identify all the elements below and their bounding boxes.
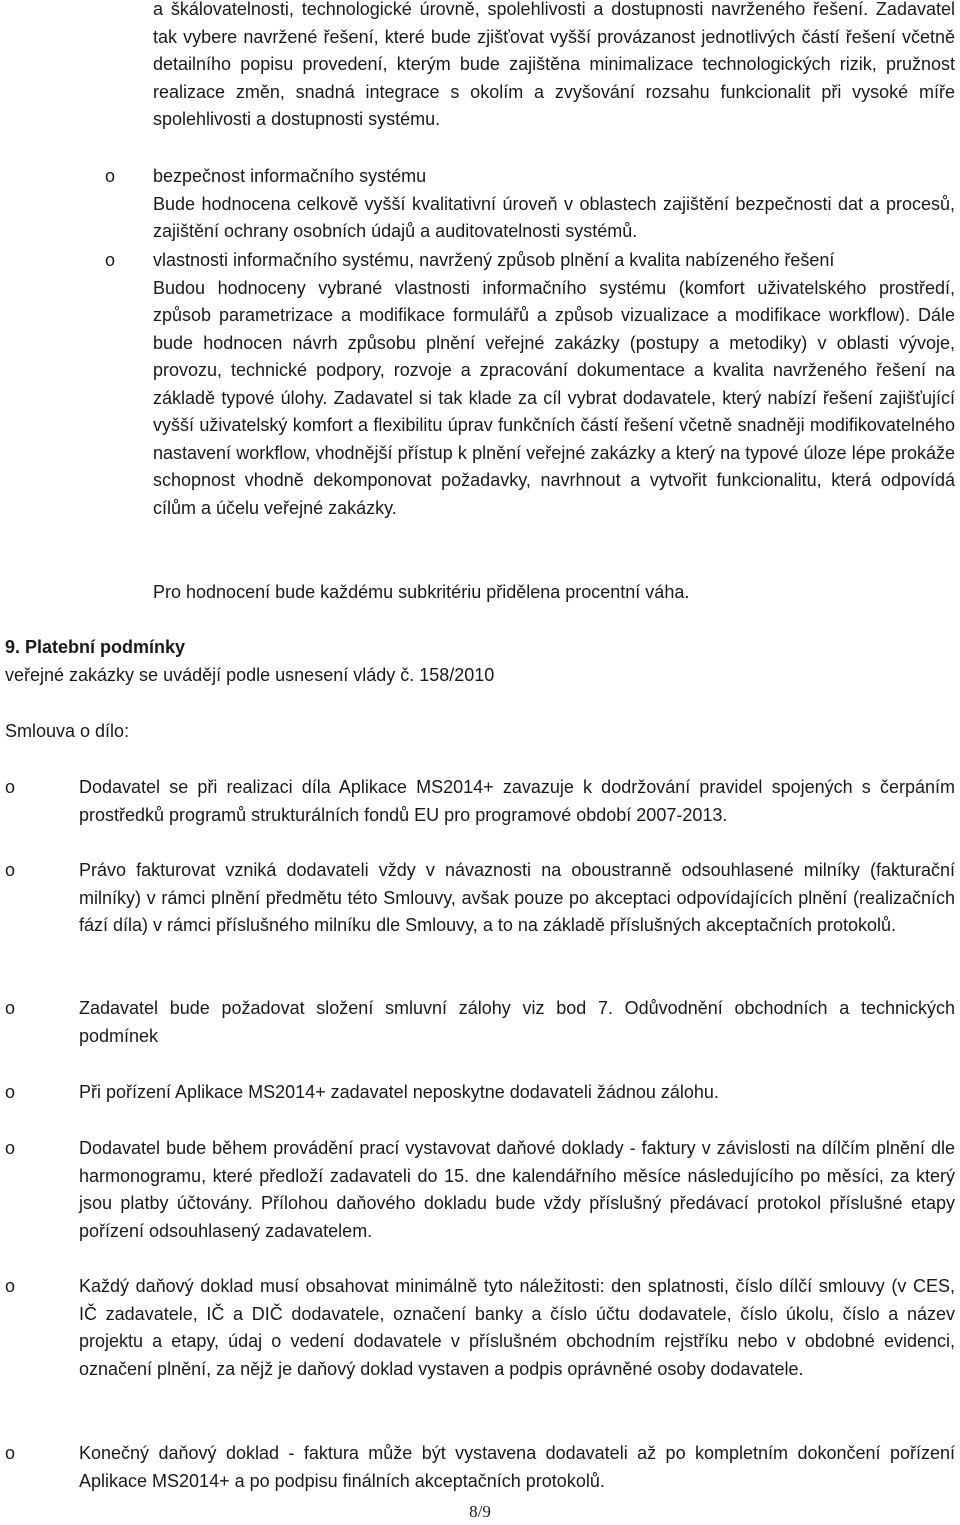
list-item-text: Dodavatel bude během provádění prací vystavovat daňové doklady - faktury v závislosti na dílčím plnění dle harmonogramu, které předloží zadavateli do 15. dne kalendářního měsíce následujícího po měsíci, za který jsou platby účtovány. Přílohou daňového dokladu bude vždy příslušný předávací protokol příslušné etapy pořízení odsouhlasený zadavatelem. [79, 1138, 955, 1241]
list-bullet: o [105, 250, 116, 270]
list-bullet: o [5, 1443, 16, 1463]
subcriterion-security [105, 163, 955, 246]
list-bullet: o [5, 1082, 16, 1102]
list-bullet: o [5, 1276, 16, 1296]
subcriterion-text: Bude hodnocena celkově vyšší kvalitativní úroveň v oblastech zajištění bezpečnosti dat a procesů, zajištění ochrany osobních údajů a auditovatelnosti systémů. [153, 193, 955, 241]
list-item-text: Dodavatel se při realizaci díla Aplikace MS2014+ zavazuje k dodržování pravidel spojených s čerpáním prostředků programů strukturálních fondů EU pro programové období 2007-2013. [79, 777, 955, 825]
list-item [5, 774, 955, 829]
section-heading: 9. Platební podmínky [5, 637, 186, 657]
list-item [5, 857, 955, 940]
subcriterion-title: vlastnosti informačního systému, navržený způsob plnění a kvalita nabízeného řešení [153, 250, 835, 270]
list-item [5, 1273, 955, 1383]
list-item-text: Zadavatel bude požadovat složení smluvní zálohy viz bod 7. Odůvodnění obchodních a technických podmínek [79, 998, 955, 1046]
list-bullet: o [5, 860, 16, 880]
subcriterion-properties [105, 247, 955, 522]
list-item [5, 1440, 955, 1495]
list-item [5, 995, 955, 1050]
list-bullet: o [5, 998, 16, 1018]
list-bullet: o [5, 1138, 16, 1158]
section-subtitle: veřejné zakázky se uvádějí podle usnesení vlády č. 158/2010 [5, 665, 495, 685]
list-bullet: o [5, 777, 16, 797]
subcriterion-title: bezpečnost informačního systému [153, 166, 427, 186]
list-item-text: Konečný daňový doklad - faktura může být vystavena dodavateli až po kompletním dokončení pořízení Aplikace MS2014+ a po podpisu finálních akceptačních protokolů. [79, 1443, 955, 1491]
list-item-text: Každý daňový doklad musí obsahovat minimálně tyto náležitosti: den splatnosti, číslo dílčí smlouvy (v CES, IČ zadavatele, IČ a DIČ dodavatele, označení banky a číslo účtu dodavatele, číslo úkolu, číslo a název projektu a etapy, údaj o vedení dodavatele v příslušném obchodním rejstříku nebo v obdobné evidenci, označení plnění, za nějž je daňový doklad vystaven a podpis oprávněné osoby dodavatele. [79, 1276, 955, 1379]
weight-note: Pro hodnocení bude každému subkritériu přidělena procentní váha. [153, 582, 690, 602]
list-item [5, 1079, 955, 1107]
list-item-text: Právo fakturovat vzniká dodavateli vždy v návaznosti na oboustranně odsouhlasené milníky (fakturační milníky) v rámci plnění předmětu této Smlouvy, avšak pouze po akceptaci odpovídajících plnění (realizačních fází díla) v rámci příslušného milníku dle Smlouvy, a to na základě příslušných akceptačních protokolů. [79, 860, 955, 935]
page-number: 8/9 [469, 1502, 491, 1521]
list-bullet: o [105, 166, 116, 186]
continuation-paragraph: a škálovatelnosti, technologické úrovně, spolehlivosti a dostupnosti navrženého řešení. Zadavatel tak vybere navržené řešení, které bude zjišťovat vyšší provázanost jednotlivých částí řešení včetně detailního popisu provedení, kterým bude zajištěna minimalizace technologických rizik, pružnost realizace změn, snadná integrace s okolím a zvyšování rozsahu funkcionalit při vysoké míře spolehlivosti a dostupnosti systému. [153, 0, 955, 129]
subcriterion-text: Budou hodnoceny vybrané vlastnosti informačního systému (komfort uživatelského prostředí, způsob parametrizace a modifikace formulářů a způsob vizualizace a modifikace workflow). Dále bude hodnocen návrh způsobu plnění veřejné zakázky (postupy a metodiky) v oblasti vývoje, provozu, technické podpory, rozvoje a zpracování dokumentace a kvalita navrženého řešení na základě typové úlohy. Zadavatel si tak klade za cíl vybrat dodavatele, který nabízí řešení zajišťující vyšší uživatelský komfort a flexibilitu úprav funkčních částí řešení včetně snadněji modifikovatelného nastavení workflow, vhodnější přístup k plnění veřejné zakázky a který na typové úloze lépe prokáže schopnost vhodně dekomponovat požadavky, navrhnout a vytvořit funkcionalitu, která odpovídá cílům a účelu veřejné zakázky. [153, 277, 955, 518]
list-item [5, 1135, 955, 1245]
list-item-text: Při pořízení Aplikace MS2014+ zadavatel neposkytne dodavateli žádnou zálohu. [79, 1082, 719, 1102]
contract-label: Smlouva o dílo: [5, 721, 130, 741]
